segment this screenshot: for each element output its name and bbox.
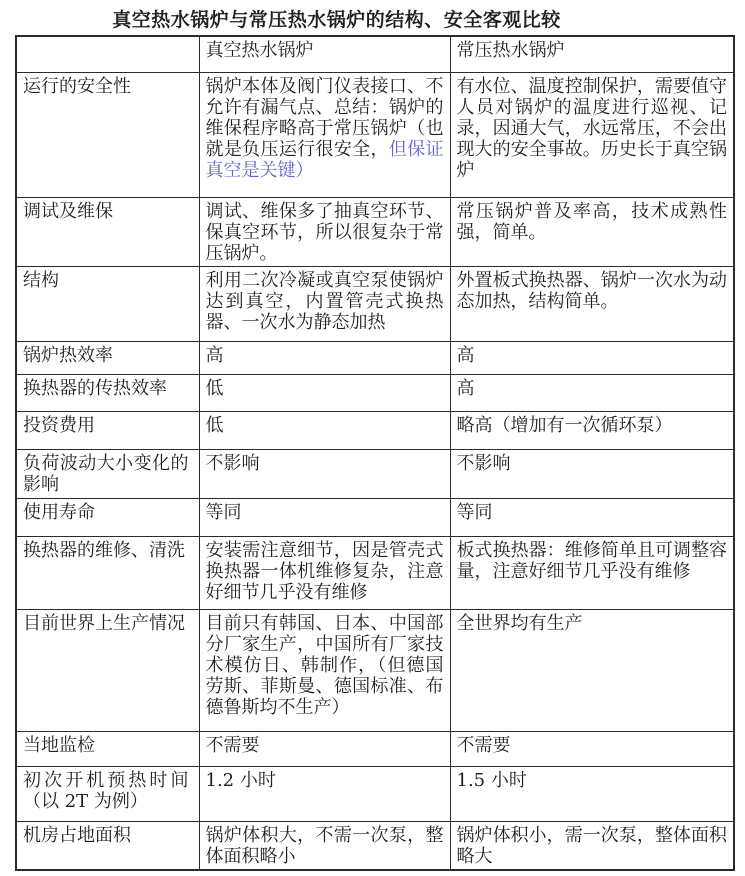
table-row-boiler-thermal-efficiency [16,341,734,374]
atmospheric-cell: 不影响 [450,449,734,498]
row-label: 机房占地面积 [16,821,199,870]
row-label: 换热器的维修、清洗 [16,536,199,609]
row-label: 初次开机预热时间（以 2T 为例） [16,766,199,821]
row-label: 换热器的传热效率 [16,374,199,411]
atmospheric-cell: 常压锅炉普及率高，技术成熟性强，简单。 [450,197,734,266]
vacuum-cell: 锅炉体积大，不需一次泵，整体面积略小 [199,821,450,870]
vacuum-cell [199,72,450,197]
vacuum-cell: 低 [199,374,450,411]
vacuum-cell: 不影响 [199,449,450,498]
table-header-row [16,36,734,72]
vacuum-cell: 安装需注意细节，因是管壳式换热器一体机维修复杂，注意好细节几乎没有维修 [199,536,450,609]
atmospheric-cell: 不需要 [450,731,734,766]
row-label: 使用寿命 [16,498,199,536]
header-cell-empty [16,36,199,72]
vacuum-cell: 利用二次冷凝或真空泵使锅炉达到真空，内置管壳式换热器、一次水为静态加热 [199,266,450,341]
atmospheric-cell: 外置板式换热器、锅炉一次水为动态加热，结构简单。 [450,266,734,341]
vacuum-cell: 调试、维保多了抽真空环节、保真空环节，所以很复杂于常压锅炉。 [199,197,450,266]
vacuum-cell: 高 [199,341,450,374]
header-cell-atmospheric-boiler: 常压热水锅炉 [450,36,734,72]
vacuum-cell: 1.2 小时 [199,766,450,821]
atmospheric-cell: 高 [450,374,734,411]
table-row-first-startup-preheat-time [16,766,734,821]
table-row-heat-exchanger-repair-cleaning [16,536,734,609]
atmospheric-cell: 有水位、温度控制保护，需要值守人员对锅炉的温度进行巡视、记录，因通大气，水远常压，不会出现大的安全事故。历史长于真空锅炉 [450,72,734,197]
row-label: 投资费用 [16,411,199,449]
cell-text: 锅炉本体及阀门仪表接口、不允许有漏气点、总结：锅炉的维保程序略高于常压锅炉（也就是负压运行很安全， [205,75,444,160]
row-label: 结构 [16,266,199,341]
atmospheric-cell: 锅炉体积小，需一次泵，整体面积略大 [450,821,734,870]
table-row-load-fluctuation [16,449,734,498]
boiler-comparison-table [15,35,735,871]
atmospheric-cell: 全世界均有生产 [450,609,734,731]
vacuum-cell: 等同 [199,498,450,536]
atmospheric-cell: 板式换热器：维修简单且可调整容量，注意好细节几乎没有维修 [450,536,734,609]
row-label: 调试及维保 [16,197,199,266]
table-row-operational-safety [16,72,734,197]
table-row-structure [16,266,734,341]
table-row-commissioning-maintenance [16,197,734,266]
vacuum-cell: 目前只有韩国、日本、中国部分厂家生产，中国所有厂家技术模仿日、韩制作，（但德国劳斯、菲斯曼、德国标准、布德鲁斯均不生产） [199,609,450,731]
vacuum-cell: 不需要 [199,731,450,766]
row-label: 负荷波动大小变化的影响 [16,449,199,498]
atmospheric-cell: 等同 [450,498,734,536]
atmospheric-cell: 1.5 小时 [450,766,734,821]
highlighted-text: 但保证真空是关键） [205,138,444,181]
vacuum-cell: 低 [199,411,450,449]
atmospheric-cell: 略高（增加有一次循环泵） [450,411,734,449]
row-label: 锅炉热效率 [16,341,199,374]
table-row-boiler-room-floor-area [16,821,734,870]
table-row-world-production [16,609,734,731]
table-row-investment-cost [16,411,734,449]
row-label: 目前世界上生产情况 [16,609,199,731]
atmospheric-cell: 高 [450,341,734,374]
row-label: 当地监检 [16,731,199,766]
row-label: 运行的安全性 [16,72,199,197]
header-cell-vacuum-boiler: 真空热水锅炉 [199,36,450,72]
table-row-heat-exchanger-efficiency [16,374,734,411]
table-row-service-life [16,498,734,536]
document-title: 真空热水锅炉与常压热水锅炉的结构、安全客观比较 [112,9,561,31]
table-row-local-inspection [16,731,734,766]
